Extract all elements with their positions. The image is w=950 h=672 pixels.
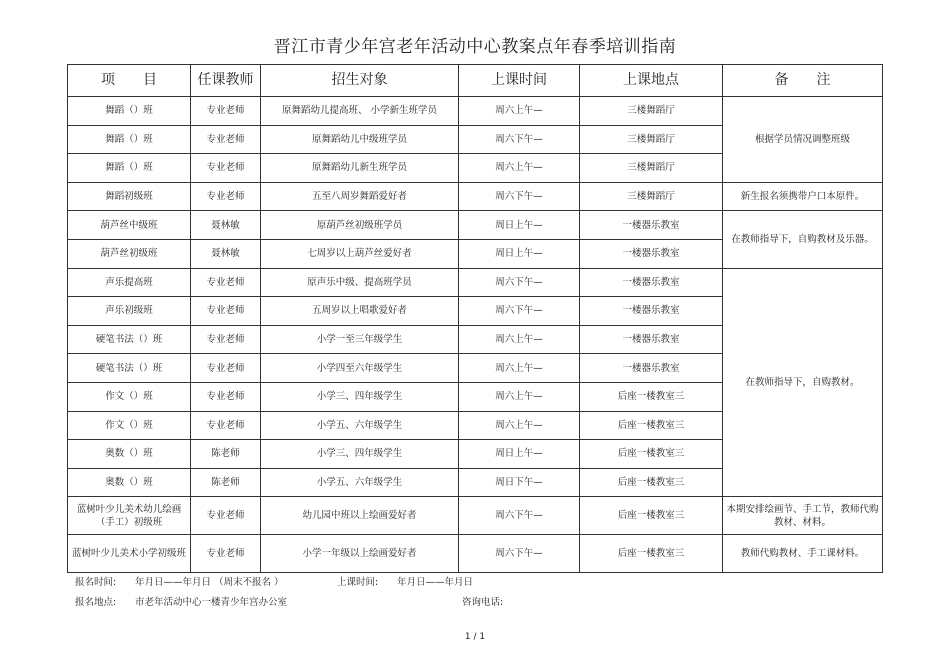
cell-teacher: 专业老师 xyxy=(191,411,261,440)
cell-teacher: 专业老师 xyxy=(191,354,261,383)
cell-project: 声乐初级班 xyxy=(68,297,191,326)
cell-time: 周六上午— xyxy=(459,382,580,411)
course-table xyxy=(67,64,883,573)
reg-time-value: 年月日——年月日 （周末不报名 ） xyxy=(135,577,284,588)
cell-time: 周六上午— xyxy=(459,354,580,383)
cell-place: 一楼器乐教室 xyxy=(580,325,723,354)
table-row xyxy=(68,497,883,535)
cell-time: 周六下午— xyxy=(459,297,580,326)
table-row xyxy=(68,182,883,211)
cell-teacher: 专业老师 xyxy=(191,182,261,211)
cell-time: 周六下午— xyxy=(459,182,580,211)
cell-time: 周六下午— xyxy=(459,535,580,573)
phone-label: 咨询电话: xyxy=(462,597,504,608)
reg-place-value: 市老年活动中心一楼青少年宫办公室 xyxy=(135,597,288,608)
cell-project: 硬笔书法（）班 xyxy=(68,325,191,354)
header-notes: 备 注 xyxy=(723,65,883,97)
cell-time: 周六下午— xyxy=(459,268,580,297)
cell-target: 小学一年级以上绘画爱好者 xyxy=(261,535,459,573)
cell-place: 一楼器乐教室 xyxy=(580,297,723,326)
cell-place: 后座一楼教室三 xyxy=(580,411,723,440)
cell-target: 五至八周岁舞蹈爱好者 xyxy=(261,182,459,211)
cell-project: 作文（）班 xyxy=(68,382,191,411)
cell-place: 一楼器乐教室 xyxy=(580,268,723,297)
cell-target: 幼儿园中班以上绘画爱好者 xyxy=(261,497,459,535)
header-teacher: 任课教师 xyxy=(191,65,261,97)
header-time: 上课时间 xyxy=(459,65,580,97)
cell-teacher: 陈老师 xyxy=(191,468,261,497)
cell-time: 周六上午— xyxy=(459,97,580,126)
reg-place-label: 报名地点: xyxy=(75,597,117,608)
cell-place: 后座一楼教室三 xyxy=(580,468,723,497)
cell-note: 新生报名须携带户口本原件。 xyxy=(723,182,883,211)
cell-place: 三楼舞蹈厅 xyxy=(580,97,723,126)
cell-place: 三楼舞蹈厅 xyxy=(580,154,723,183)
cell-project: 舞蹈初级班 xyxy=(68,182,191,211)
header-place: 上课地点 xyxy=(580,65,723,97)
cell-project: 作文（）班 xyxy=(68,411,191,440)
cell-note: 教师代购教材、手工课材料。 xyxy=(723,535,883,573)
cell-time: 周日下午— xyxy=(459,468,580,497)
cell-teacher: 聂林敏 xyxy=(191,239,261,268)
table-row xyxy=(68,97,883,126)
cell-note: 根据学员情况调整班级 xyxy=(723,97,883,183)
header-project: 项 目 xyxy=(68,65,191,97)
cell-teacher: 专业老师 xyxy=(191,535,261,573)
cell-target: 五周岁以上唱歌爱好者 xyxy=(261,297,459,326)
cell-place: 一楼器乐教室 xyxy=(580,211,723,240)
cell-target: 小学三、四年级学生 xyxy=(261,440,459,469)
cell-place: 三楼舞蹈厅 xyxy=(580,182,723,211)
cell-project: 葫芦丝初级班 xyxy=(68,239,191,268)
table-header-row xyxy=(68,65,883,97)
cell-place: 后座一楼教室三 xyxy=(580,535,723,573)
header-target: 招生对象 xyxy=(261,65,459,97)
cell-teacher: 陈老师 xyxy=(191,440,261,469)
cell-target: 小学一至三年级学生 xyxy=(261,325,459,354)
cell-target: 小学三、四年级学生 xyxy=(261,382,459,411)
cell-teacher: 专业老师 xyxy=(191,154,261,183)
cell-place: 三楼舞蹈厅 xyxy=(580,125,723,154)
cell-project: 硬笔书法（）班 xyxy=(68,354,191,383)
cell-project: 蓝树叶少儿美术幼儿绘画（手工）初级班 xyxy=(68,497,191,535)
cell-place: 后座一楼教室三 xyxy=(580,440,723,469)
class-time-label: 上课时间: xyxy=(337,577,379,588)
cell-project: 奥数（）班 xyxy=(68,468,191,497)
cell-teacher: 专业老师 xyxy=(191,497,261,535)
cell-project: 舞蹈（）班 xyxy=(68,125,191,154)
cell-time: 周六上午— xyxy=(459,154,580,183)
cell-note: 在教师指导下，自购教材。 xyxy=(723,268,883,497)
page-number: 1 / 1 xyxy=(464,632,486,642)
cell-target: 原舞蹈幼儿提高班、 小学新生班学员 xyxy=(261,97,459,126)
cell-note: 本期安排绘画节、手工节，教师代购教材、材料。 xyxy=(723,497,883,535)
cell-time: 周六下午— xyxy=(459,497,580,535)
cell-project: 声乐提高班 xyxy=(68,268,191,297)
cell-teacher: 专业老师 xyxy=(191,268,261,297)
cell-teacher: 聂林敏 xyxy=(191,211,261,240)
cell-teacher: 专业老师 xyxy=(191,382,261,411)
cell-target: 原声乐中级、提高班学员 xyxy=(261,268,459,297)
cell-teacher: 专业老师 xyxy=(191,97,261,126)
cell-project: 蓝树叶少儿美术小学初级班 xyxy=(68,535,191,573)
cell-project: 舞蹈（）班 xyxy=(68,97,191,126)
table-row xyxy=(68,268,883,297)
cell-project: 舞蹈（）班 xyxy=(68,154,191,183)
cell-teacher: 专业老师 xyxy=(191,297,261,326)
cell-time: 周六上午— xyxy=(459,411,580,440)
table-row xyxy=(68,211,883,240)
cell-target: 小学五、六年级学生 xyxy=(261,468,459,497)
cell-time: 周六下午— xyxy=(459,125,580,154)
reg-time-label: 报名时间: xyxy=(75,577,117,588)
document-title: 晋江市青少年宫老年活动中心教案点年春季培训指南 xyxy=(273,37,677,57)
cell-place: 一楼器乐教室 xyxy=(580,354,723,383)
table-row xyxy=(68,535,883,573)
cell-time: 周日上午— xyxy=(459,440,580,469)
cell-teacher: 专业老师 xyxy=(191,325,261,354)
cell-target: 七周岁以上葫芦丝爱好者 xyxy=(261,239,459,268)
cell-target: 小学五、六年级学生 xyxy=(261,411,459,440)
cell-teacher: 专业老师 xyxy=(191,125,261,154)
cell-place: 后座一楼教室三 xyxy=(580,497,723,535)
cell-time: 周日上午— xyxy=(459,211,580,240)
cell-place: 后座一楼教室三 xyxy=(580,382,723,411)
cell-time: 周日上午— xyxy=(459,239,580,268)
cell-project: 葫芦丝中级班 xyxy=(68,211,191,240)
class-time-value: 年月日——年月日 xyxy=(397,577,474,588)
cell-time: 周六上午— xyxy=(459,325,580,354)
cell-project: 奥数（）班 xyxy=(68,440,191,469)
cell-target: 原舞蹈幼儿中级班学员 xyxy=(261,125,459,154)
cell-target: 小学四至六年级学生 xyxy=(261,354,459,383)
cell-place: 一楼器乐教室 xyxy=(580,239,723,268)
cell-target: 原舞蹈幼儿新生班学员 xyxy=(261,154,459,183)
cell-target: 原葫芦丝初级班学员 xyxy=(261,211,459,240)
cell-note: 在教师指导下，自购教材及乐器。 xyxy=(723,211,883,268)
